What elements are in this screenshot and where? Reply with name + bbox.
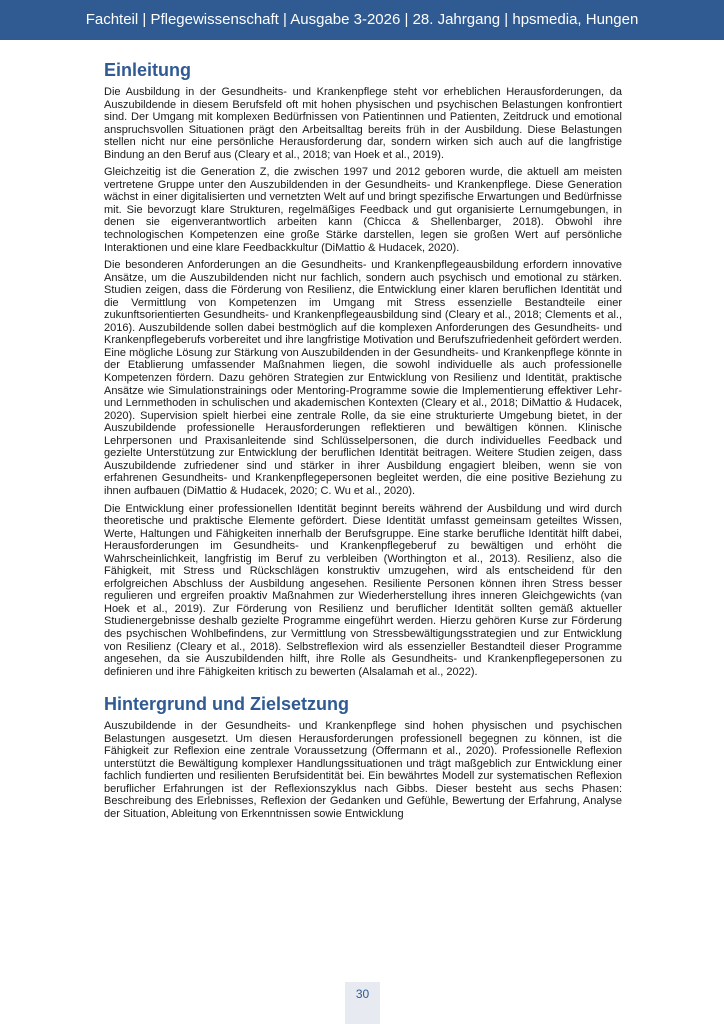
paragraph: Auszubildende in der Gesundheits- und Krankenpflege sind hohen physischen und psychischen Belastungen ausgesetzt. Um diesen Herausforderungen professionell begegnen zu können, ist die Fähigkeit zur Reflexion eine zentrale Voraussetzung (Offermann et al., 2020). Professionelle Reflexion unterstützt die Bewältigung komplexer Handlungssituationen und trägt maßgeblich zur Entwicklung einer fachlich fundierten und resilienten Berufsidentität bei. Ein bewährtes Modell zur systematischen Reflexion beruflicher Erfahrungen ist der Reflexionszyklus nach Gibbs. Dieser besteht aus sechs Phasen: Beschreibung des Erlebnisses, Reflexion der Gedanken und Gefühle, Bewertung der Erfahrung, Analyse der Situation, Ableitung von Erkenntnissen sowie Entwicklung	[104, 720, 622, 820]
running-header	[0, 0, 724, 40]
paragraph: Gleichzeitig ist die Generation Z, die zwischen 1997 und 2012 geboren wurde, die aktuell am meisten vertretene Gruppe unter den Auszubildenden in der Gesundheits- und Krankenpflege. Diese Generation wächst in einer digitalisierten und vernetzten Welt auf und bringt spezifische Erwartungen und Bedürfnisse mit. Sie bevorzugt klare Strukturen, regelmäßiges Feedback und gut organisierte Lernumgebungen, in denen sie eigenverantwortlich arbeiten kann (Chicca & Shellenbarger, 2018). Obwohl ihre technologischen Kompetenzen eine große Stärke darstellen, legen sie großen Wert auf persönliche Interaktionen und eine klare Feedbackkultur (DiMattio & Hudacek, 2020).	[104, 166, 622, 254]
header-text: Fachteil | Pflegewissenschaft | Ausgabe 3-2026 | 28. Jahrgang | hpsmedia, Hungen	[85, 11, 639, 28]
paragraph: Die besonderen Anforderungen an die Gesundheits- und Krankenpflegeausbildung erfordern innovative Ansätze, um die Auszubildenden nicht nur fachlich, sondern auch psychisch und emotional zu stärken. Studien zeigen, dass die Förderung von Resilienz, die Entwicklung einer klaren beruflichen Identität und die Vermittlung von Kompetenzen im Umgang mit Stress essenzielle Bestandteile einer zukunftsorientierten Gesundheits- und Krankenpflegeausbildung sind (Cleary et al., 2018; Clements et al., 2016). Auszubildende sollen dabei bestmöglich auf die komplexen Anforderungen des Gesundheits- und Krankenpflegeberufs vorbereitet und ihre langfristige Motivation und Berufszufriedenheit gefördert werden. Eine mögliche Lösung zur Stärkung von Auszubildenden in der Gesundheits- und Krankenpflege könnte in der Etablierung umfassender Maßnahmen liegen, die sowohl individuelle als auch professionelle Kompetenzen fördern. Dazu gehören Strategien zur Entwicklung von Resilienz und Identität, praktische Ansätze wie Simulationstrainings oder Mentoring-Programme sowie die Implementierung effektiver Lehr- und Lernmethoden in schulischen und akademischen Kontexten (Cleary et al., 2018; DiMattio & Hudacek, 2020). Supervision spielt hierbei eine zentrale Rolle, da sie eine strukturierte Umgebung bietet, in der Auszubildende professionelle Herausforderungen reflektieren und bewältigen können. Klinische Lehrpersonen und Praxisanleitende sind Schlüsselpersonen, die durch individuelles Feedback und gezielte Unterstützung zur Entwicklung der beruflichen Identität beitragen. Weitere Studien zeigen, dass Auszubildende zufriedener sind und stärker in ihrer Ausbildung engagiert bleiben, wenn sie von erfahrenen Gesundheits- und Krankenpflegepersonen begleitet werden, die eine positive Beziehung zu ihnen aufbauen (DiMattio & Hudacek, 2020; C. Wu et al., 2020).	[104, 259, 622, 497]
paragraph: Die Ausbildung in der Gesundheits- und Krankenpflege steht vor erheblichen Herausforderungen, da Auszubildende in diesem Berufsfeld oft mit hohen physischen und psychischen Belastungen konfrontiert sind. Der Umgang mit komplexen Bedürfnissen von Patientinnen und Patienten, Zeitdruck und emotional anspruchsvollen Situationen prägt den Arbeitsalltag bereits früh in der Ausbildung. Diese Belastungen stellen nicht nur eine persönliche Herausforderung dar, sondern wirken sich auch auf die langfristige Bindung an den Beruf aus (Cleary et al., 2018; van Hoek et al., 2019).	[104, 86, 622, 161]
paragraph: Die Entwicklung einer professionellen Identität beginnt bereits während der Ausbildung und wird durch theoretische und praktische Elemente gefördert. Diese Identität umfasst gemeinsam geteiltes Wissen, Werte, Haltungen und Fähigkeiten innerhalb der Berufsgruppe. Eine starke berufliche Identität hilft dabei, Herausforderungen im Gesundheits- und Krankenpflegeberuf zu bewältigen und erhöht die Wahrscheinlichkeit, langfristig im Beruf zu verbleiben (Worthington et al., 2013). Resilienz, also die Fähigkeit, mit Stress und Rückschlägen konstruktiv umzugehen, wird als entscheidend für den erfolgreichen Abschluss der Ausbildung angesehen. Resiliente Personen können ihren Stress besser regulieren und ergreifen proaktiv Maßnahmen zur Wiederherstellung ihres inneren Gleichgewichts (van Hoek et al., 2019). Zur Förderung von Resilienz und beruflicher Identität sollten gemäß aktueller Studienergebnisse deshalb gezielte Programme eingeführt werden. Hierzu gehören Kurse zur Förderung des psychischen Wohlbefindens, zur Vermittlung von Stressbewältigungsstrategien und zur Entwicklung von Resilienz (Cleary et al., 2018). Selbstreflexion wird als essenzieller Bestandteil dieser Programme angesehen, da sie Auszubildenden hilft, ihre Rolle als Gesundheits- und Krankenpflegepersonen zu definieren und ihre Fähigkeiten kritisch zu bewerten (Alsalamah et al., 2022).	[104, 502, 622, 678]
section-heading-einleitung: Einleitung	[104, 60, 191, 80]
article-body	[104, 58, 622, 826]
section-heading-hintergrund: Hintergrund und Zielsetzung	[104, 694, 349, 715]
page-number: 30	[355, 987, 370, 1001]
